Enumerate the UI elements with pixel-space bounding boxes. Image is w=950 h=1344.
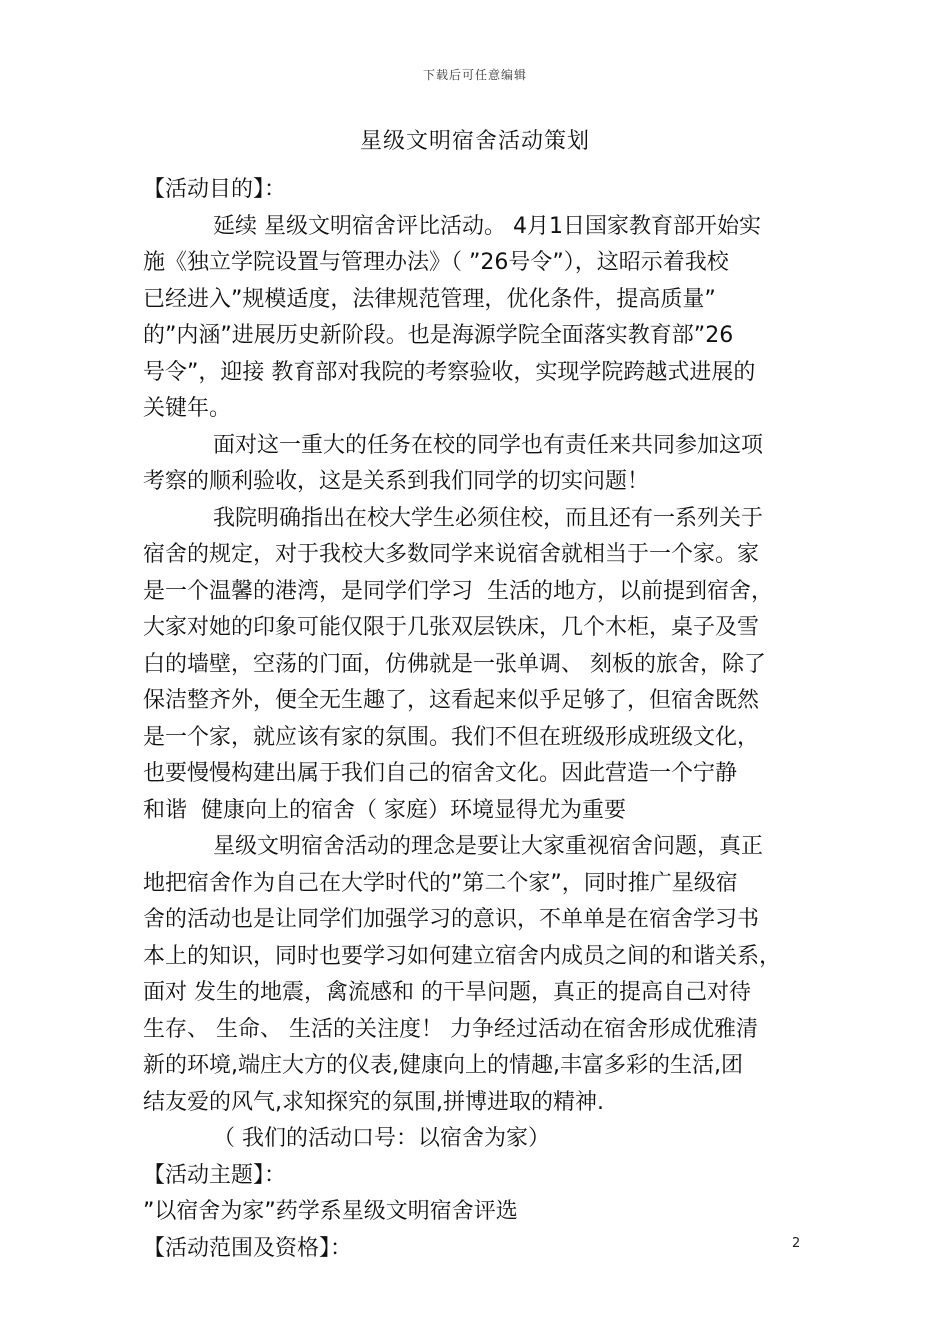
text-line: 星级文明宿舍活动的理念是要让大家重视宿舍问题，真正 <box>213 834 764 859</box>
text-line: 和谐 健康向上的宿舍（ 家庭）环境显得尤为重要 <box>143 797 626 823</box>
text-line: 生存、 生命、 生活的关注度！ 力争经过活动在宿舍形成优雅清 <box>143 1016 758 1042</box>
text-line: 新的环境,端庄大方的仪表,健康向上的情趣,丰富多彩的生活,团 <box>143 1053 743 1078</box>
text-line: 是一个家，就应该有家的氛围。我们不但在班级形成班级文化， <box>143 724 760 750</box>
text-line: 考察的顺利验收，这是关系到我们同学的切实问题！ <box>143 469 650 494</box>
text-line: 延续 星级文明宿舍评比活动。 4月1日国家教育部开始实 <box>213 213 761 239</box>
text-line: 宿舍的规定，对于我校大多数同学来说宿舍就相当于一个家。家 <box>143 542 760 567</box>
text-line: （ 我们的活动口号：以宿舍为家） <box>213 1126 550 1151</box>
text-line: 面对这一重大的任务在校的同学也有责任来共同参加这项 <box>213 432 764 458</box>
text-line: 已经进入”规模适度，法律规范管理，优化条件，提高质量” <box>143 286 716 312</box>
text-line: 地把宿舍作为自己在大学时代的”第二个家”，同时推广星级宿 <box>143 870 738 896</box>
text-line: 保洁整齐外，便全无生趣了，这看起来似乎足够了，但宿舍既然 <box>143 688 760 713</box>
text-line: 我院明确指出在校大学生必须住校，而且还有一系列关于 <box>213 505 764 531</box>
text-line: 面对 发生的地震，禽流感和 的干旱问题，真正的提高自己对待 <box>143 980 751 1005</box>
text-line: 号令”，迎接 教育部对我院的考察验收，实现学院跨越式进展的 <box>143 359 756 385</box>
text-line: 本上的知识，同时也要学习如何建立宿舍内成员之间的和谐关系， <box>143 943 782 969</box>
text-line: 也要慢慢构建出属于我们自己的宿舍文化。因此营造一个宁静 <box>143 761 738 786</box>
document-title: 星级文明宿舍活动策划 <box>359 129 590 154</box>
text-line: 是一个温馨的港湾，是同学们学习 生活的地方，以前提到宿舍， <box>143 578 773 604</box>
text-line: 舍的活动也是让同学们加强学习的意识，不单单是在宿舍学习书 <box>143 907 760 932</box>
text-line: 大家对她的印象可能仅限于几张双层铁床，几个木柜，桌子及雪 <box>143 615 760 640</box>
page-number: 2 <box>792 1236 801 1251</box>
text-line: 【活动范围及资格】： <box>143 1235 353 1261</box>
text-line: 结友爱的风气,求知探究的氛围,拼博进取的精神. <box>143 1089 604 1115</box>
text-line: ”以宿舍为家”药学系星级文明宿舍评选 <box>143 1199 518 1224</box>
text-line: 【活动目的】： <box>143 177 287 202</box>
text-line: 施《独立学院设置与管理办法》（ ”26号令”），这昭示着我校 <box>143 250 729 275</box>
text-line: 的”内涵”进展历史新阶段。也是海源学院全面落实教育部”26 <box>143 323 734 348</box>
page-header-note: 下载后可任意编辑 <box>422 68 527 82</box>
text-line: 白的墙壁，空荡的门面，仿佛就是一张单调、 刻板的旅舍，除了 <box>143 651 766 677</box>
document-body <box>143 172 811 1267</box>
text-line: 【活动主题】： <box>143 1162 287 1188</box>
text-line: 关键年。 <box>143 396 232 421</box>
